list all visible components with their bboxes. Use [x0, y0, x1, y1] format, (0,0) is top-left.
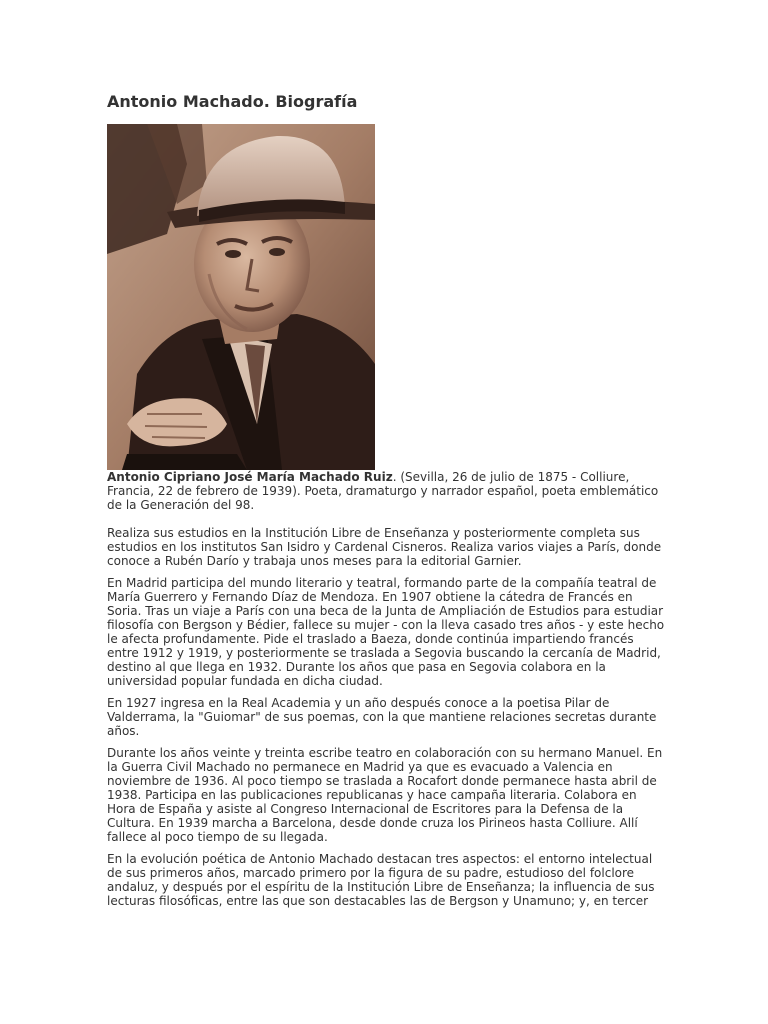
- intro-paragraph: [107, 470, 665, 512]
- paragraph-madrid: En Madrid participa del mundo literario y teatral, formando parte de la compañía teatral de María Guerrero y Fernando Díaz de Mendoza. En 1907 obtiene la cátedra de Francés en Soria. Tras un viaje a París con una beca de la Junta de Ampliación de Estudios para estudiar filosofía con Bergson y Bédier, fallece su mujer - con la lleva casado tres años - y este hecho le afecta profundamente. Pide el traslado a Baeza, donde continúa impartiendo francés entre 1912 y 1919, y posteriormente se traslada a Segovia buscando la cercanía de Madrid, destino al que llega en 1932. Durante los años que pasa en Segovia colabora en la universidad popular fundada en dicha ciudad.: [107, 576, 665, 688]
- paragraph-guerra-civil: Durante los años veinte y treinta escribe teatro en colaboración con su hermano Manuel. En la Guerra Civil Machado no permanece en Madrid ya que es evacuado a Valencia en noviembre de 1936. Al poco tiempo se traslada a Rocafort donde permanece hasta abril de 1938. Participa en las publicaciones republicanas y hace campaña literaria. Colabora en Hora de España y asiste al Congreso Internacional de Escritores para la Defensa de la Cultura. En 1939 marcha a Barcelona, desde donde cruza los Pirineos hasta Colliure. Allí fallece al poco tiempo de su llegada.: [107, 746, 663, 844]
- paragraph-academia: En 1927 ingresa en la Real Academia y un año después conoce a la poetisa Pilar de Valderrama, la "Guiomar" de sus poemas, con la que mantiene relaciones secretas durante años.: [107, 696, 657, 738]
- subject-name: Antonio Cipriano José María Machado Ruiz: [107, 470, 393, 484]
- paragraph-studies: Realiza sus estudios en la Institución Libre de Enseñanza y posteriormente completa sus estudios en los institutos San Isidro y Cardenal Cisneros. Realiza varios viajes a París, donde conoce a Rubén Darío y trabaja unos meses para la editorial Garnier.: [107, 526, 662, 568]
- page-title: Antonio Machado. Biografía: [107, 92, 358, 111]
- intro-text: . (Sevilla, 26 de julio de 1875 - Colliure, Francia, 22 de febrero de 1939). Poeta, dramaturgo y narrador español, poeta emblemático de la Generación del 98.: [107, 470, 659, 512]
- paragraph-evolucion-poetica: En la evolución poética de Antonio Machado destacan tres aspectos: el entorno intelectual de sus primeros años, marcado primero por la figura de su padre, estudioso del folclore andaluz, y después por el espíritu de la Institución Libre de Enseñanza; la influencia de sus lecturas filosóficas, entre las que son destacables las de Bergson y Unamuno; y, en tercer: [107, 852, 655, 908]
- document-content: [107, 92, 665, 916]
- portrait-photo: [107, 124, 375, 470]
